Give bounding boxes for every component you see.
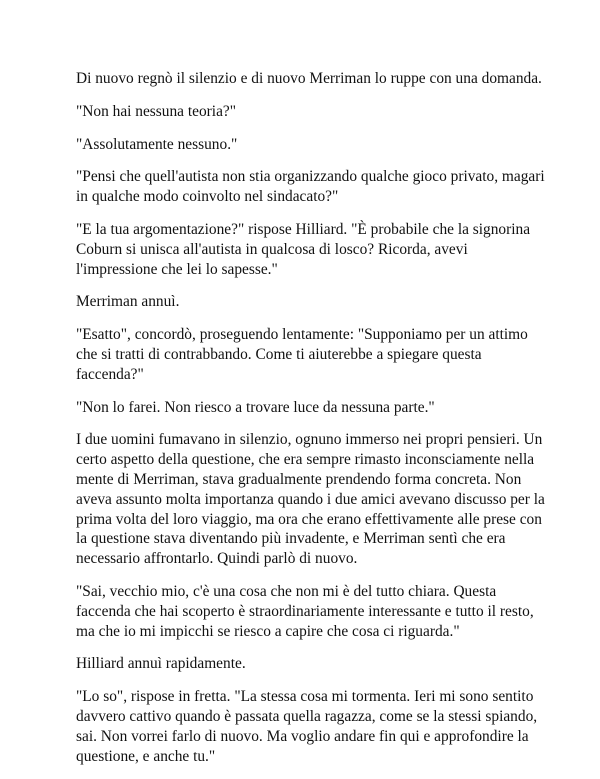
paragraph-3: "Assolutamente nessuno."	[76, 135, 238, 153]
paragraph-7: "Esatto", concordò, proseguendo lentamente: "Supponiamo per un attimo che si tratti di contrabbando. Come ti aiuterebbe a spiegare questa faccenda?"	[76, 326, 528, 383]
paragraph-9: I due uomini fumavano in silenzio, ognuno immerso nei propri pensieri. Un certo aspetto della questione, che era sempre rimasto inconsciamente nella mente di Merriman, stava gradualmente prendendo forma concreta. Non aveva assunto molta importanza quando i due amici avevano discusso per la prima volta del loro viaggio, ma ora che erano effettivamente alle prese con la questione stava diventando più invadente, e Merriman sentì che era necessario affrontarlo. Quindi parlò di nuovo.	[76, 431, 545, 568]
document-page	[76, 69, 546, 779]
paragraph-8: "Non lo farei. Non riesco a trovare luce da nessuna parte."	[76, 398, 435, 416]
paragraph-11: Hilliard annuì rapidamente.	[76, 655, 246, 673]
paragraph-12: "Lo so", rispose in fretta. "La stessa cosa mi tormenta. Ieri mi sono sentito davvero cattivo quando è passata quella ragazza, come se la stessi spiando, sai. Non vorrei farlo di nuovo. Ma voglio andare fin qui e approfondire la questione, e anche tu."	[76, 688, 538, 765]
paragraph-1: Di nuovo regnò il silenzio e di nuovo Merriman lo ruppe con una domanda.	[76, 70, 542, 87]
paragraph-2: "Non hai nessuna teoria?"	[76, 102, 237, 120]
paragraph-4: "Pensi che quell'autista non stia organizzando qualche gioco privato, magari in qualche modo coinvolto nel sindacato?"	[76, 168, 545, 206]
paragraph-10: "Sai, vecchio mio, c'è una cosa che non mi è del tutto chiara. Questa faccenda che hai scoperto è straordinariamente interessante e tutto il resto, ma che io mi impicchi se riesco a capire che cosa ci riguarda."	[76, 582, 534, 640]
paragraph-6: Merriman annuì.	[76, 293, 180, 311]
paragraph-5: "E la tua argomentazione?" rispose Hilliard. "È probabile che la signorina Coburn si unisca all'autista in qualcosa di losco? Ricorda, avevi l'impressione che lei lo sapesse."	[76, 220, 531, 278]
